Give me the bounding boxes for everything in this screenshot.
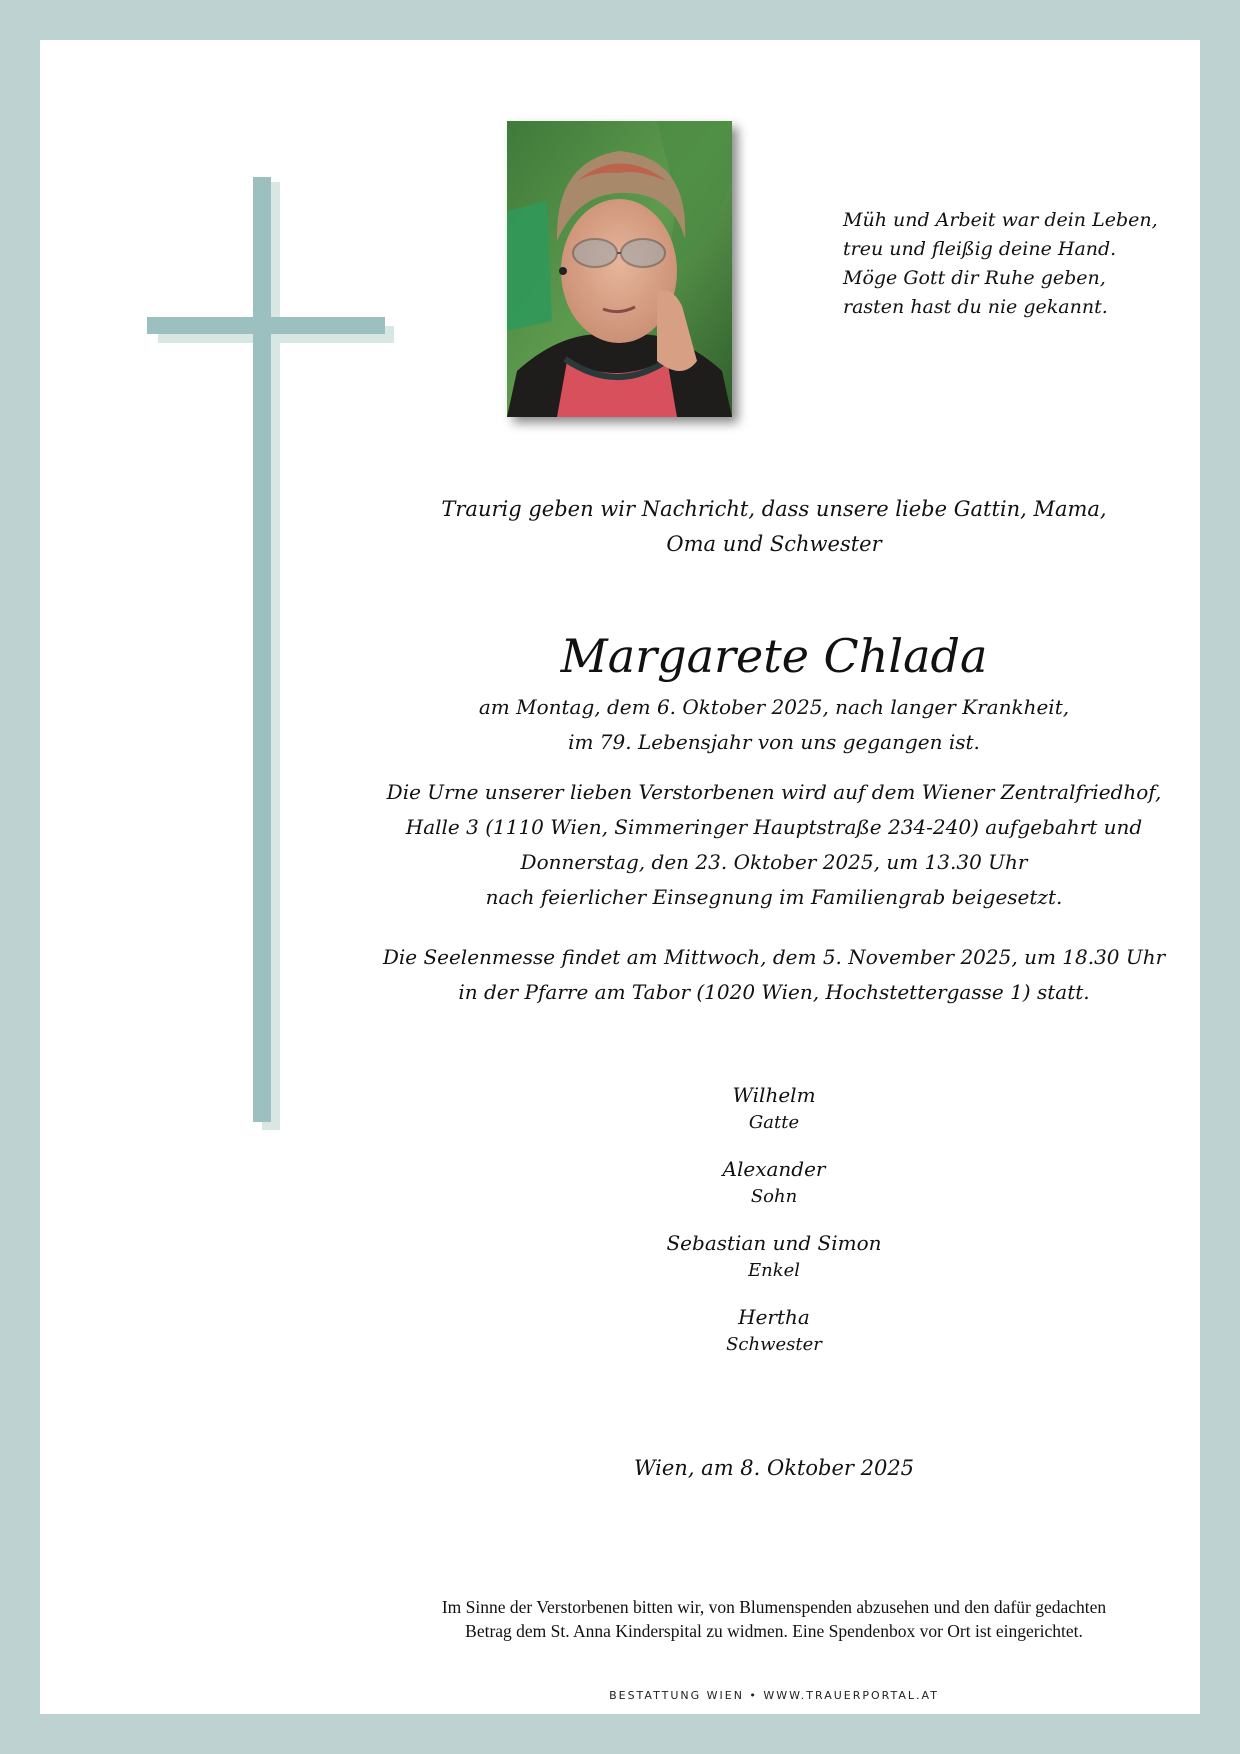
footer-credit: BESTATTUNG WIEN • WWW.TRAUERPORTAL.AT <box>609 1689 939 1702</box>
mourner-name: Hertha <box>738 1305 810 1329</box>
mourner-relation: Schwester <box>726 1334 822 1355</box>
poem-line: rasten hast du nie gekannt. <box>843 296 1108 318</box>
poem-verse <box>843 206 1173 322</box>
mourner-relation: Sohn <box>750 1186 798 1207</box>
mourner-entry <box>300 1080 1240 1136</box>
funeral-line: Die Urne unserer lieben Verstorbenen wird auf dem Wiener Zentralfriedhof, <box>386 780 1162 804</box>
funeral-line: Halle 3 (1110 Wien, Simmeringer Hauptstraße 234-240) aufgebahrt und <box>405 815 1143 839</box>
mourner-name: Sebastian und Simon <box>666 1231 882 1255</box>
mourner-name: Wilhelm <box>732 1083 816 1107</box>
funeral-line: Donnerstag, den 23. Oktober 2025, um 13.30 Uhr <box>520 850 1028 874</box>
mass-line: in der Pfarre am Tabor (1020 Wien, Hochstettergasse 1) statt. <box>458 980 1090 1004</box>
death-line: am Montag, dem 6. Oktober 2025, nach langer Krankheit, <box>478 695 1070 719</box>
poem-line: Müh und Arbeit war dein Leben, <box>843 209 1158 231</box>
mourner-name: Alexander <box>722 1157 826 1181</box>
place-date-text: Wien, am 8. Oktober 2025 <box>633 1456 915 1480</box>
mourner-relation: Gatte <box>748 1112 800 1133</box>
intro-line: Oma und Schwester <box>666 532 882 556</box>
mourners-list <box>300 1080 1240 1376</box>
cross-icon-horizontal <box>147 317 385 334</box>
funeral-details <box>300 775 1240 915</box>
poem-line: treu und fleißig deine Hand. <box>843 238 1117 260</box>
deceased-name-text: Margarete Chlada <box>560 629 988 683</box>
obituary-page <box>40 40 1200 1714</box>
death-line: im 79. Lebensjahr von uns gegangen ist. <box>568 730 980 754</box>
mourner-relation: Enkel <box>747 1260 801 1281</box>
death-notice <box>300 690 1240 760</box>
mourner-entry <box>300 1228 1240 1284</box>
place-date <box>300 1453 1240 1483</box>
poem-line: Möge Gott dir Ruhe geben, <box>843 267 1106 289</box>
announcement-intro <box>300 492 1240 562</box>
request-line: Im Sinne der Verstorbenen bitten wir, von Blumenspenden abzusehen und den dafür gedachten <box>441 1597 1107 1617</box>
donation-request <box>300 1595 1240 1643</box>
funeral-line: nach feierlicher Einsegnung im Familiengrab beigesetzt. <box>485 885 1063 909</box>
deceased-name <box>300 626 1240 686</box>
intro-line: Traurig geben wir Nachricht, dass unsere liebe Gattin, Mama, <box>441 497 1107 521</box>
mourner-entry <box>300 1302 1240 1358</box>
request-line: Betrag dem St. Anna Kinderspital zu widmen. Eine Spendenbox vor Ort ist eingerichtet. <box>465 1621 1083 1641</box>
portrait-photo <box>507 121 732 417</box>
mourner-entry <box>300 1154 1240 1210</box>
mass-line: Die Seelenmesse findet am Mittwoch, dem 5. November 2025, um 18.30 Uhr <box>382 945 1166 969</box>
memorial-mass <box>300 940 1240 1010</box>
